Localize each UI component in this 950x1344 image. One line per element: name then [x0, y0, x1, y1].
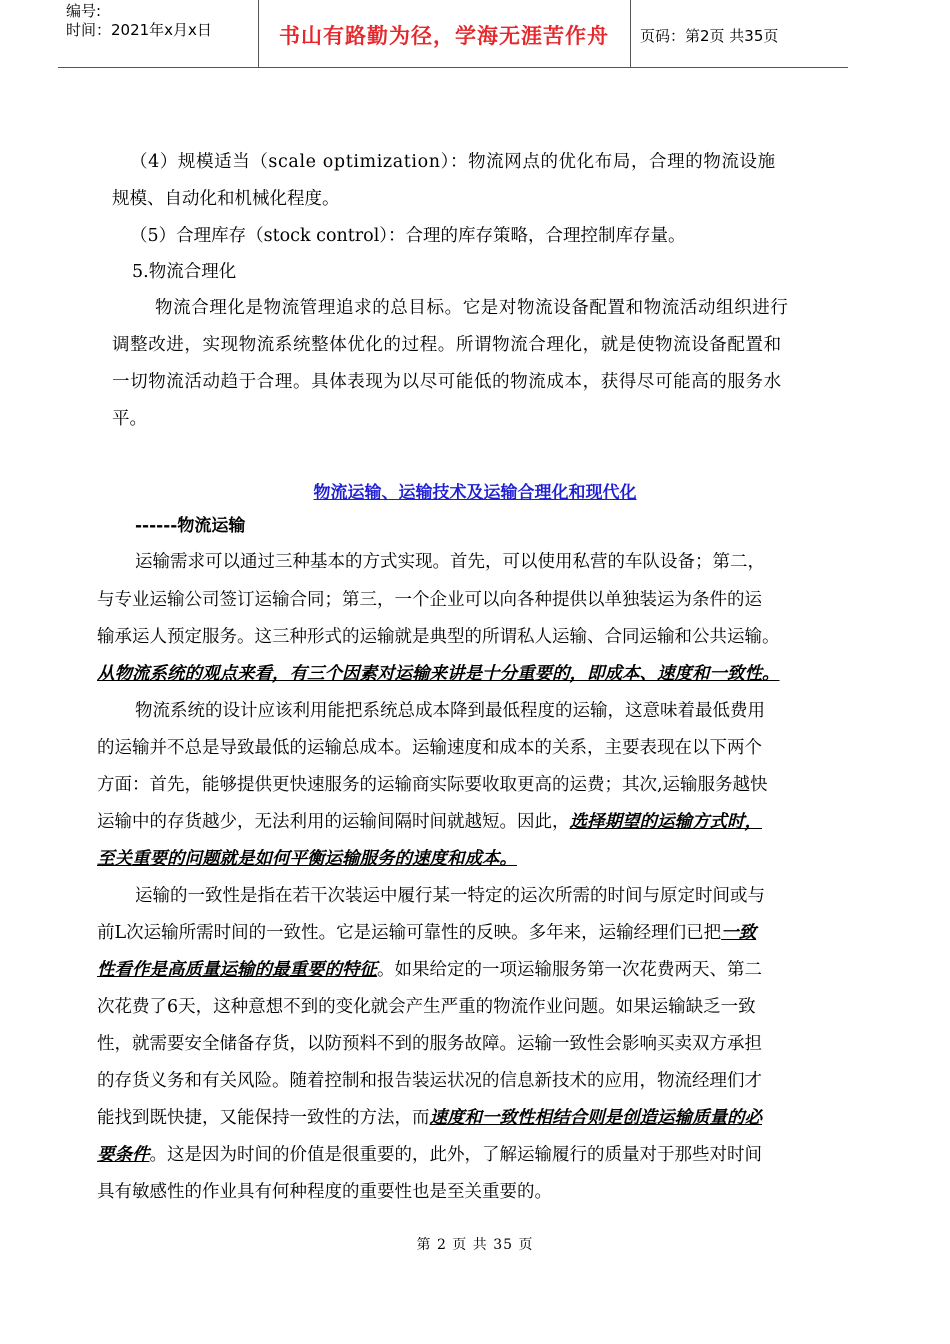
page-footer: 第 2 页 共 35 页 — [416, 1237, 534, 1253]
subhead: ------物流运输 — [135, 516, 246, 536]
p3-line — [97, 958, 762, 982]
p3-line: 性，就需要安全储备存货，以防预料不到的服务故障。运输一致性会影响买卖双方承担 — [97, 1034, 762, 1054]
p3-line: 的存货义务和有关风险。随着控制和报告装运状况的信息新技术的应用，物流经理们才 — [97, 1071, 762, 1091]
page-header — [58, 0, 848, 68]
p1-line: 输承运人预定服务。这三种形式的运输就是典型的所谓私人运输、合同运输和公共运输。 — [97, 627, 780, 647]
p3-line: 运输的一致性是指在若干次装运中履行某一特定的运次所需的时间与原定时间或与 — [135, 886, 765, 906]
p3-emphasis: 性看作是高质量运输的最重要的特征 — [97, 960, 377, 980]
para-line: 一切物流活动趋于合理。具体表现为以尽可能低的物流成本，获得尽可能高的服务水 — [112, 372, 782, 392]
header-page-cell — [630, 0, 848, 67]
p2-line: 物流系统的设计应该利用能把系统总成本降到最低程度的运输，这意味着最低费用 — [135, 701, 765, 721]
p3-plain-text: 前L次运输所需时间的一致性。它是运输可靠性的反映。多年来，运输经理们已把 — [97, 923, 722, 943]
motto: 书山有路勤为径，学海无涯苦作舟 — [279, 24, 609, 48]
item-4-line2: 规模、自动化和机械化程度。 — [112, 189, 340, 209]
p3-emphasis: 一致 — [721, 923, 757, 943]
item-5: （5）合理库存（stock control）：合理的库存策略，合理控制库存量。 — [130, 226, 686, 246]
header-motto-cell — [258, 0, 631, 67]
p1-emphasis: 从物流系统的观点来看，有三个因素对运输来讲是十分重要的，即成本、速度和一致性。 — [97, 664, 780, 684]
p3-line — [97, 1143, 762, 1167]
p3-plain-text: 。如果给定的一项运输服务第一次花费两天、第二 — [377, 960, 762, 980]
time-label: 时间：2021年x月x日 — [66, 21, 212, 39]
p2-emphasis-b: 至关重要的问题就是如何平衡运输服务的速度和成本。 — [97, 849, 517, 869]
heading-5: 5.物流合理化 — [132, 262, 237, 282]
para-line: 调整改进，实现物流系统整体优化的过程。所谓物流合理化，就是使物流设备配置和 — [112, 335, 782, 355]
p2-line: 的运输并不总是导致最低的运输总成本。运输速度和成本的关系，主要表现在以下两个 — [97, 738, 762, 758]
item-4-line1: （4）规模适当（scale optimization）：物流网点的优化布局，合理的物流设施 — [130, 152, 776, 172]
p2-line — [97, 810, 762, 834]
p3-line: 次花费了6天，这种意想不到的变化就会产生严重的物流作业问题。如果运输缺乏一致 — [97, 997, 756, 1017]
p2-emphasis-a: 选择期望的运输方式时， — [569, 812, 762, 832]
p2-line: 方面：首先，能够提供更快速服务的运输商实际要收取更高的运费；其次,运输服务越快 — [97, 775, 768, 795]
p3-emphasis: 要条件 — [97, 1145, 150, 1165]
p1-line: 与专业运输公司签订运输合同；第三，一个企业可以向各种提供以单独装运为条件的运 — [97, 590, 762, 610]
p1-line: 运输需求可以通过三种基本的方式实现。首先，可以使用私营的车队设备；第二， — [135, 552, 765, 572]
page-code: 页码：第2页 共35页 — [640, 27, 779, 45]
header-meta-cell — [58, 0, 259, 67]
section-title: 物流运输、运输技术及运输合理化和现代化 — [313, 483, 637, 503]
p3-emphasis: 速度和一致性相结合则是创造运输质量的必 — [429, 1108, 762, 1128]
p3-line — [97, 921, 756, 945]
para-line: 物流合理化是物流管理追求的总目标。它是对物流设备配置和物流活动组织进行 — [155, 298, 789, 318]
number-label: 编号: — [66, 2, 102, 20]
para-line: 平。 — [112, 409, 147, 429]
p3-plain-text: 。这是因为时间的价值是很重要的，此外，了解运输履行的质量对于那些对时间 — [149, 1145, 762, 1165]
p3-line: 具有敏感性的作业具有何种程度的重要性也是至关重要的。 — [97, 1182, 552, 1202]
p3-line — [97, 1106, 762, 1130]
p3-plain-text: 能找到既快捷，又能保持一致性的方法，而 — [97, 1108, 430, 1128]
p2-plain-text: 运输中的存货越少，无法利用的运输间隔时间就越短。因此， — [97, 812, 570, 832]
